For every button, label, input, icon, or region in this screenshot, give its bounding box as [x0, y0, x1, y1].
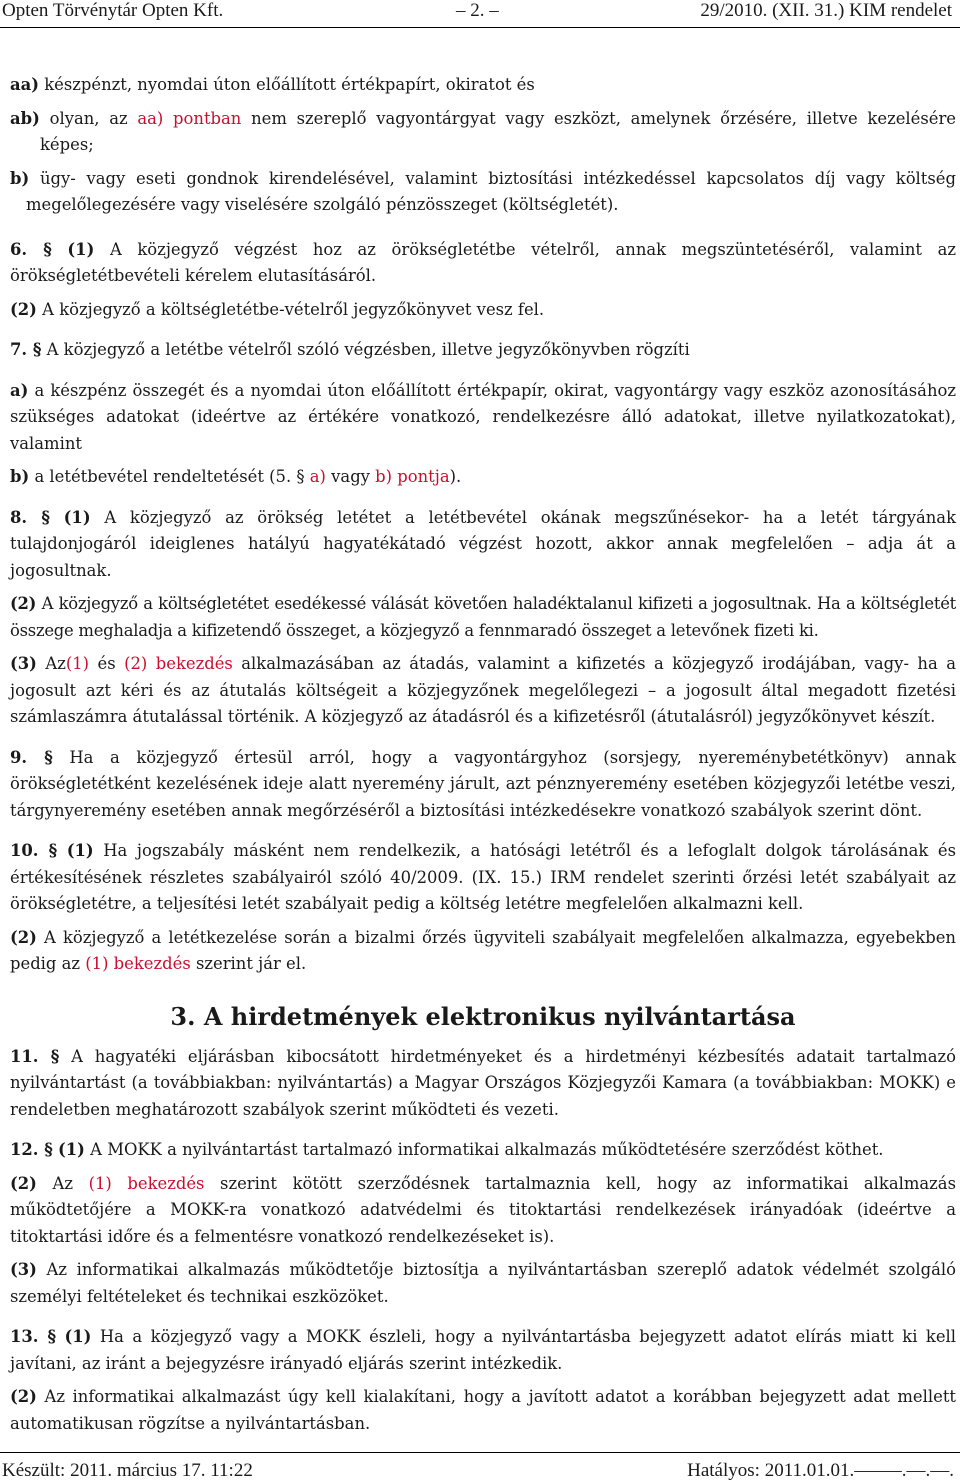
section-13-paragraph-1 — [10, 1324, 956, 1377]
paragraph-text: A közjegyző az örökség letétet a letétbevétel okának megszűnésekor- ha a letét tárgyának tulajdonjogáról ideiglenes hatályú hagyatékátadó végzést hozott, akkor annak megfelelően – adja át a jogosultnak. — [10, 507, 957, 580]
point-label: b) — [10, 168, 30, 188]
paragraph-label: (3) — [10, 1260, 37, 1279]
paragraph-text: A közjegyző végzést hoz az örökségletétbe vételről, annak megszüntetéséről, valamint az örökségletétbevételi kérelem elutasításáról. — [10, 239, 957, 285]
point-text: ügy- vagy eseti gondnok kirendelésével, valamint biztosítási intézkedéssel kapcsolatos díj vagy költség megelőlegezésére vagy viselésére szolgáló pénzösszeget (költségletét). — [26, 168, 956, 214]
section-12-paragraph-3 — [10, 1257, 956, 1310]
paragraph-label: (1) — [63, 507, 91, 527]
paragraph-text: A közjegyző a letétbe vételről szóló végzésben, illetve jegyzőkönyvben rögzíti — [46, 340, 690, 359]
header-document-title: 29/2010. (XII. 31.) KIM rendelet — [700, 0, 952, 21]
page-header — [0, 0, 960, 26]
cross-reference-link[interactable]: aa) pontban — [137, 108, 242, 128]
point-label: a) — [10, 380, 29, 400]
paragraph-text: Az — [45, 654, 66, 673]
section-7-intro — [10, 337, 956, 364]
cross-reference-link[interactable]: b) pontja — [375, 467, 450, 486]
section-7-point-a — [10, 378, 956, 458]
cross-reference-link[interactable]: (1) — [65, 654, 90, 673]
header-page-number: – 2. – — [456, 0, 499, 21]
section-number: 6. § — [10, 239, 52, 259]
section-number: 11. § — [10, 1046, 60, 1066]
section-number: 8. § — [10, 507, 50, 527]
footer-rule — [0, 1452, 960, 1453]
cross-reference-link[interactable]: (1) bekezdés — [88, 1173, 205, 1193]
point-text: készpénzt, nyomdai úton előállított értékpapírt, okiratot és — [44, 75, 535, 94]
point-label: b) — [10, 467, 30, 486]
paragraph-label: (2) — [10, 927, 37, 947]
section-title: 3. A hirdetmények elektronikus nyilvántartása — [170, 1001, 796, 1031]
point-text: vagy — [325, 467, 376, 486]
section-6-paragraph-1 — [10, 237, 956, 290]
point-text: a letétbevétel rendeltetését (5. § — [34, 467, 310, 486]
footer-effective-date: Hatályos: 2011.01.01.–––––.––.––. — [687, 1460, 954, 1481]
point-b — [10, 166, 956, 219]
section-7-point-b — [10, 464, 956, 491]
section-number: 9. § — [10, 747, 53, 767]
page-footer — [0, 1460, 960, 1484]
section-10-paragraph-1 — [10, 838, 956, 918]
section-13-paragraph-2 — [10, 1384, 956, 1437]
paragraph-label: (1) — [67, 239, 95, 259]
paragraph-text: Ha a közjegyző értesül arról, hogy a vagyontárgyhoz (sorsjegy, nyereménybetétkönyv) annak örökségletétként kezelésének ideje alatt nyeremény járult, azt pénznyeremény esetében közjegyzői letétbe veszi, tárgynyeremény esetében annak megőrzéséről a biztosítási intézkedésekre vonatkozó szabályok szerint dönt. — [10, 747, 956, 820]
point-text: a készpénz összegét és a nyomdai úton előállított értékpapír, okirat, vagyontárgy vagy eszköz azonosításához szükséges adatokat (ideértve az értékére vonatkozó, rendelkezésre álló adatokat, illetve nyilatkozatokat), valamint — [10, 380, 956, 453]
point-text: ). — [449, 467, 462, 486]
paragraph-label: (2) — [10, 299, 37, 319]
section-number: 13. § — [10, 1327, 57, 1346]
paragraph-label: (2) — [10, 1173, 37, 1193]
point-text: olyan, az — [49, 108, 138, 128]
paragraph-label: (2) — [10, 594, 37, 613]
header-rule — [0, 27, 960, 28]
paragraph-text: Az — [52, 1173, 89, 1193]
paragraph-text: szerint jár el. — [190, 954, 307, 973]
paragraph-label: (1) — [66, 841, 94, 860]
paragraph-label: (2) — [10, 1387, 37, 1406]
point-ab — [10, 106, 956, 159]
section-11-paragraph — [10, 1044, 956, 1124]
section-number: 10. § — [10, 841, 58, 860]
point-label: ab) — [10, 108, 40, 128]
paragraph-text: A MOKK a nyilvántartást tartalmazó informatikai alkalmazás működtetésére szerződést köthet. — [90, 1140, 884, 1159]
section-8-paragraph-1 — [10, 505, 956, 585]
paragraph-text: szerint kötött szerződésnek tartalmaznia kell, hogy az informatikai alkalmazás működtetőjére a MOKK-ra vonatkozó adatvédelmi és titoktartási rendelkezések irányadóak (ideértve a titoktartási időre és a felmentésre vonatkozó rendelkezéseket is). — [10, 1173, 956, 1246]
paragraph-text: Ha jogszabály másként nem rendelkezik, a hatósági letétről és a lefoglalt dolgok tárolásának és értékesítésének részletes szabályairól szóló 40/2009. (IX. 15.) IRM rendelet szerinti őrzési letét szabályait az örökségletétre, a teljesítési letét szabályait pedig a költség letétre megfelelően alkalmazni kell. — [10, 841, 957, 913]
paragraph-text: A közjegyző a költségletétet esedékessé válását követően haladéktalanul kifizeti a jogosultnak. Ha a költségletét összege meghaladja a kifizetendő összeget, a közjegyző a fennmaradó összeget a letevőnek fizeti ki. — [10, 594, 956, 640]
paragraph-text: A közjegyző a letétkezelése során a bizalmi őrzés ügyviteli szabályait megfelelően alkalmazza, egyebekben pedig az — [10, 927, 956, 973]
paragraph-label: (1) — [64, 1327, 92, 1346]
section-8-paragraph-2 — [10, 591, 956, 644]
document-body — [10, 72, 956, 1437]
paragraph-text: és — [89, 654, 125, 673]
paragraph-text: alkalmazásában az átadás, valamint a kifizetés a közjegyző irodájában, vagy- ha a jogosult azt kéri és az átutalás költségeit a közjegyzőnek megelőlegezi – a jogosult által megadott fizetési számlaszámra átutalással történik. A közjegyző az átadásról és a kifizetésről (átutalásról) jegyzőkönyvet készít. — [10, 654, 956, 726]
cross-reference-link[interactable]: a) — [309, 467, 326, 486]
paragraph-label: (3) — [10, 654, 37, 673]
paragraph-text: Az informatikai alkalmazást úgy kell kialakítani, hogy a javított adatot a korábban bejegyzett adat mellett automatikusan rögzítse a nyilvántartásban. — [10, 1387, 956, 1433]
section-9-paragraph — [10, 745, 956, 825]
paragraph-text: Az informatikai alkalmazás működtetője biztosítja a nyilvántartásban szereplő adatok védelmét szolgáló személyi feltételeket és technikai eszközöket. — [10, 1260, 956, 1306]
section-number: 7. § — [10, 340, 42, 359]
section-10-paragraph-2 — [10, 925, 956, 978]
point-label: aa) — [10, 75, 39, 94]
section-12-paragraph-1 — [10, 1137, 956, 1164]
section-6-paragraph-2 — [10, 297, 956, 324]
footer-created-date: Készült: 2011. március 17. 11:22 — [2, 1460, 253, 1481]
paragraph-label: (1) — [58, 1140, 85, 1159]
paragraph-text: A közjegyző a költségletétbe-vételről jegyzőkönyvet vesz fel. — [42, 299, 545, 319]
cross-reference-link[interactable]: (2) bekezdés — [124, 654, 233, 673]
paragraph-text: Ha a közjegyző vagy a MOKK észleli, hogy a nyilvántartásba bejegyzett adatot elírás miatt ki kell javítani, az iránt a bejegyzésre irányadó eljárás szerint intézkedik. — [10, 1327, 957, 1373]
section-8-paragraph-3 — [10, 651, 956, 731]
point-aa — [10, 72, 956, 99]
cross-reference-link[interactable]: (1) bekezdés — [85, 954, 191, 973]
section-number: 12. § — [10, 1140, 53, 1159]
paragraph-text: A hagyatéki eljárásban kibocsátott hirdetményeket és a hirdetményi kézbesítés adatait tartalmazó nyilvántartást (a továbbiakban: nyilvántartás) a Magyar Országos Közjegyzői Kamara (a továbbiakban: MOKK) e rendeletben meghatározott szabályok szerint működteti és vezeti. — [10, 1046, 956, 1119]
section-12-paragraph-2 — [10, 1171, 956, 1251]
header-publisher: Opten Törvénytár Opten Kft. — [2, 0, 224, 21]
point-text: nem szereplő vagyontárgyat vagy eszközt, amelynek őrzésére, illetve kezelésére képes; — [40, 108, 956, 154]
